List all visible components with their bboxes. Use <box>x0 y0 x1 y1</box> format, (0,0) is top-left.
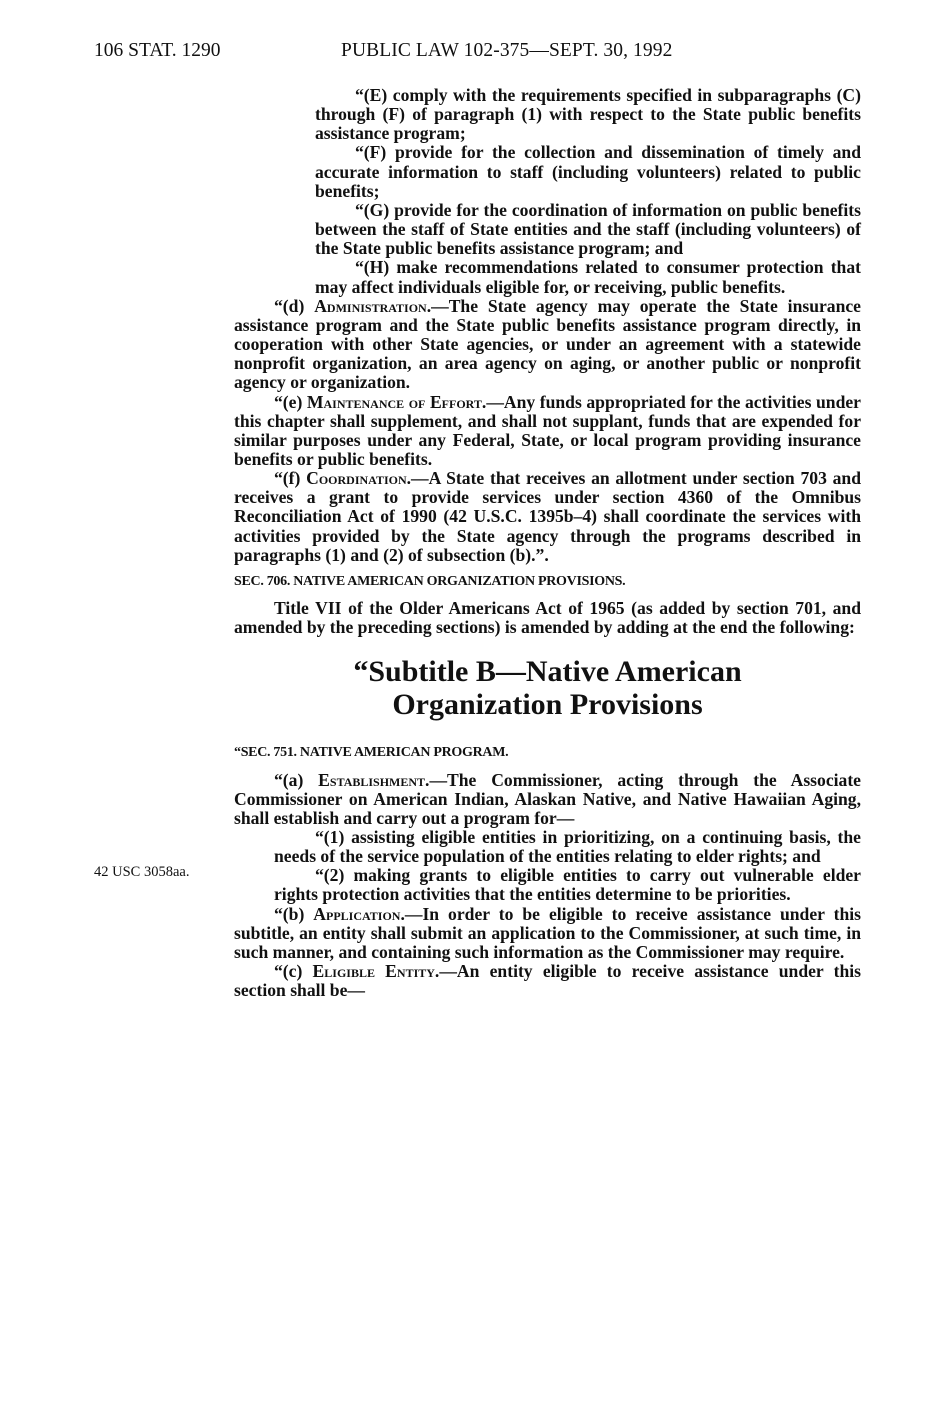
subsection-b <box>234 905 861 962</box>
subsection-e <box>234 393 861 470</box>
stat-page-number: 106 STAT. 1290 <box>94 40 221 61</box>
subsection-d-label: “(d) <box>274 295 315 316</box>
margin-citation: 42 USC 3058aa. <box>94 864 190 880</box>
page-header <box>94 40 864 70</box>
section-751-heading: “SEC. 751. NATIVE AMERICAN PROGRAM. <box>234 745 509 761</box>
subsection-f-label: “(f) <box>274 468 307 489</box>
paragraph-F: “(F) provide for the collection and dissemination of timely and accurate information to staff (including volunteers) related to public benefits; <box>315 142 861 201</box>
paragraph-a2: “(2) making grants to eligible entities to carry out vulnerable elder rights protection activities that the entities determine to be priorities. <box>274 865 861 905</box>
subsection-e-heading: Maintenance of Effort <box>306 391 482 412</box>
subsection-f-heading: Coordination <box>306 468 407 489</box>
subsection-d-text: .—The State agency may operate the State insurance assistance program and the State public benefits assistance program directly, in cooperation with other State agencies, or under an agreement with a statewide nonprofit organization, an area agency on aging, or another public or nonprofit agency or organization. <box>234 295 861 393</box>
subsection-c-text: .—An entity eligible to receive assistance under this section shall be— <box>234 961 861 1001</box>
subsection-b-label: “(b) <box>274 903 314 924</box>
subsection-b-heading: Application <box>313 903 401 924</box>
subtitle-heading <box>234 655 861 721</box>
paragraph-E: “(E) comply with the requirements specified in subparagraphs (C) through (F) of paragraph (1) with respect to the State public benefits assistance program; <box>315 85 861 144</box>
subsection-b-text: .—In order to be eligible to receive assistance under this subtitle, an entity shall submit an application to the Commissioner, at such time, in such manner, and containing such information as the Commissioner may require. <box>234 903 861 962</box>
subsection-a-label: “(a) <box>274 769 319 790</box>
paragraph-H: “(H) make recommendations related to consumer protection that may affect individuals eligible for, or receiving, public benefits. <box>315 257 861 297</box>
subsection-f-text: .—A State that receives an allotment under section 703 and receives a grant to provide services under section 4360 of the Omnibus Reconciliation Act of 1990 (42 U.S.C. 1395b–4) shall coordinate the services with activities provided by the State agency through the programs described in paragraphs (1) and (2) of subsection (b).”. <box>234 468 861 565</box>
law-title: PUBLIC LAW 102-375—SEPT. 30, 1992 <box>341 40 673 61</box>
subsection-d <box>234 297 861 393</box>
subsection-f <box>234 469 861 565</box>
subsection-c-heading: Eligible Entity <box>312 961 435 982</box>
subsection-a-text: .—The Commissioner, acting through the Associate Commissioner on American Indian, Alaskan Native, and Native Hawaiian Aging, shall establish and carry out a program for— <box>234 769 861 828</box>
section-706-heading: SEC. 706. NATIVE AMERICAN ORGANIZATION PROVISIONS. <box>234 573 626 589</box>
subsection-e-label: “(e) <box>274 391 307 412</box>
subtitle-line-1: “Subtitle B—Native American <box>353 655 742 689</box>
subsection-d-heading: Administration <box>314 295 427 316</box>
title-vii-paragraph: Title VII of the Older Americans Act of 1965 (as added by section 701, and amended by the preceding sections) is amended by adding at the end the following: <box>234 598 861 638</box>
document-body <box>234 86 861 1000</box>
subsection-a <box>234 771 861 828</box>
subsection-c <box>234 962 861 1000</box>
paragraph-G: “(G) provide for the coordination of information on public benefits between the staff of State entities and the staff (including volunteers) of the State public benefits assistance program; and <box>315 199 861 259</box>
subsection-a-heading: Establishment <box>318 769 426 790</box>
subtitle-line-2: Organization Provisions <box>392 688 703 722</box>
subsection-c-label: “(c) <box>274 961 313 982</box>
subsection-e-text: .—Any funds appropriated for the activities under this chapter shall supplement, and shall not supplant, funds that are expended for similar purposes under any Federal, State, or local program providing insurance benefits or public benefits. <box>234 391 861 469</box>
paragraph-a1: “(1) assisting eligible entities in prioritizing, on a continuing basis, the needs of the service population of the entities relating to elder rights; and <box>274 827 861 867</box>
